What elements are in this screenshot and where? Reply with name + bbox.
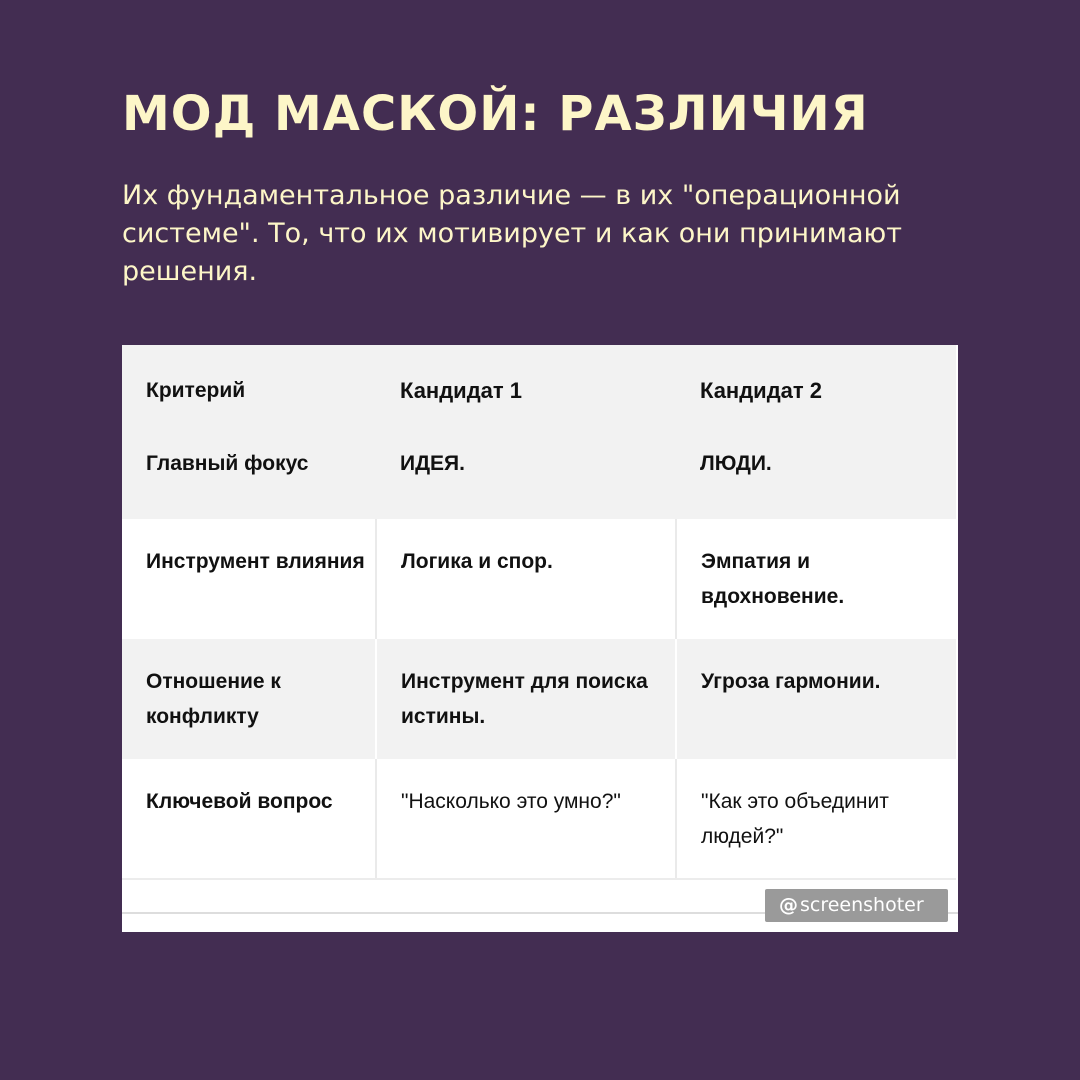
table-row — [122, 759, 956, 879]
cell-candidate-1: ИДЕЯ. — [376, 433, 676, 519]
header-candidate-1: Кандидат 1 — [376, 345, 676, 433]
comparison-table — [122, 345, 956, 880]
cell-candidate-1: Инструмент для поиска истины. — [376, 639, 676, 759]
cell-candidate-2: "Как это объединит людей?" — [676, 759, 956, 879]
cell-candidate-2: ЛЮДИ. — [676, 433, 956, 519]
page-subtitle: Их фундаментальное различие — в их "операционной системе". То, что их мотивирует и как они принимают решения. — [122, 180, 902, 287]
screenshoter-watermark — [765, 889, 948, 922]
row-label: Отношение к конфликту — [122, 639, 376, 759]
table-row — [122, 519, 956, 639]
cell-candidate-2: Эмпатия и вдохновение. — [676, 519, 956, 639]
cell-candidate-2: Угроза гармонии. — [676, 639, 956, 759]
comparison-screenshot — [122, 345, 958, 932]
cell-candidate-1: "Насколько это умно?" — [376, 759, 676, 879]
at-icon: @ — [779, 894, 798, 916]
header-criterion: Критерий — [122, 345, 376, 433]
cell-candidate-1: Логика и спор. — [376, 519, 676, 639]
header-candidate-2: Кандидат 2 — [676, 345, 956, 433]
row-label: Инструмент влияния — [122, 519, 376, 639]
row-label: Ключевой вопрос — [122, 759, 376, 879]
watermark-label: screenshoter — [800, 894, 924, 916]
row-label: Главный фокус — [122, 433, 376, 519]
table-header-row — [122, 345, 956, 433]
table-row — [122, 639, 956, 759]
page-title: МОД МАСКОЙ: РАЗЛИЧИЯ — [122, 86, 869, 142]
table-row — [122, 433, 956, 519]
